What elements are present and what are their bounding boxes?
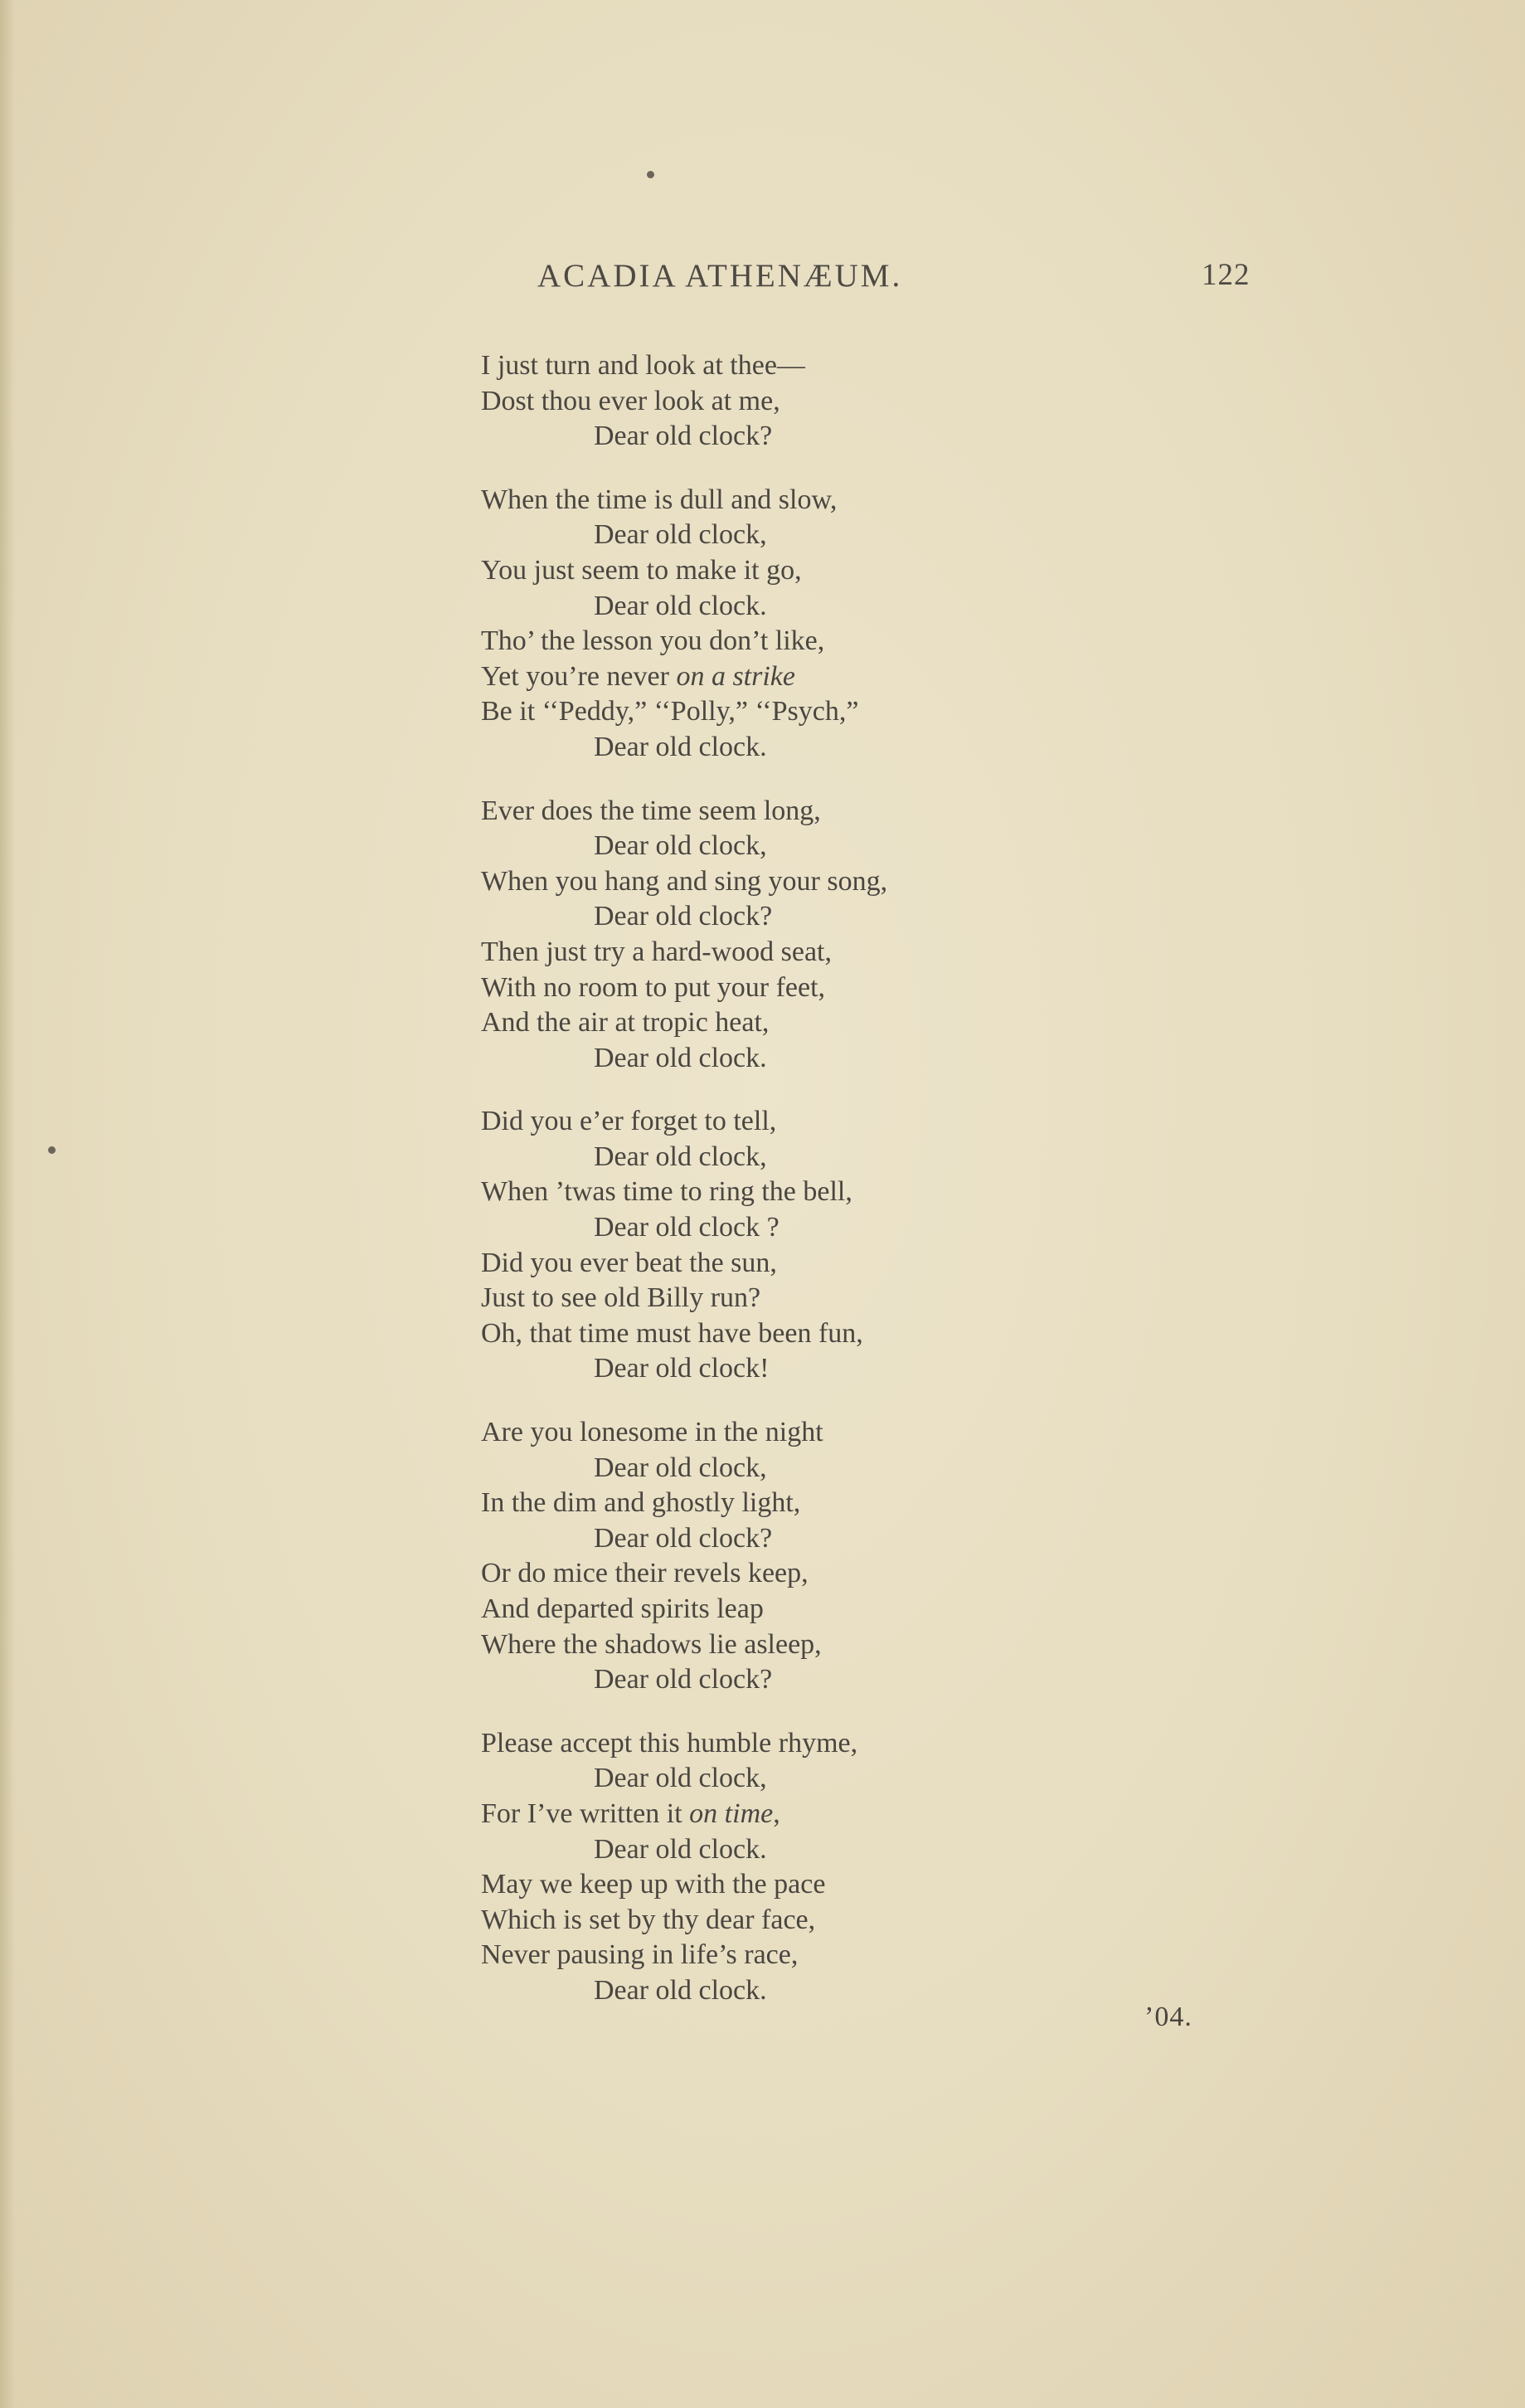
line-text: I just turn and look at thee— bbox=[481, 350, 805, 381]
stanza bbox=[481, 1415, 1061, 1698]
running-head-title: ACADIA ATHENÆUM. bbox=[537, 258, 903, 294]
line-text: When the time is dull and slow, bbox=[481, 484, 838, 515]
poem-line bbox=[481, 1556, 1061, 1592]
line-text: Dear old clock. bbox=[594, 590, 767, 621]
line-text: For I’ve written it bbox=[481, 1797, 690, 1829]
poem-line bbox=[481, 694, 1061, 730]
poem-line bbox=[481, 935, 1061, 970]
line-text: Dear old clock. bbox=[594, 1974, 767, 2006]
ink-speck bbox=[48, 1146, 56, 1154]
poem-line bbox=[481, 1903, 1061, 1939]
line-text: Dear old clock, bbox=[594, 830, 767, 862]
line-text: Which is set by thy dear face, bbox=[481, 1904, 816, 1935]
refrain-line bbox=[481, 1210, 1061, 1246]
italic-phrase: on time bbox=[689, 1797, 774, 1829]
poem-line bbox=[481, 1938, 1061, 1973]
line-text: Dear old clock. bbox=[594, 1042, 767, 1073]
poem-line bbox=[481, 1415, 1061, 1451]
poem-line bbox=[481, 624, 1061, 659]
poem-line bbox=[481, 553, 1061, 589]
poem-line bbox=[481, 864, 1061, 900]
line-text: Dear old clock? bbox=[594, 421, 773, 452]
poem-line bbox=[481, 348, 1061, 384]
line-text: Dear old clock? bbox=[594, 1522, 773, 1554]
page-header bbox=[0, 257, 1525, 299]
refrain-line bbox=[481, 589, 1061, 625]
poem-line bbox=[481, 659, 1061, 695]
refrain-line bbox=[481, 1761, 1061, 1797]
line-text: Then just try a hard-wood seat, bbox=[481, 936, 832, 967]
poem-line bbox=[481, 1867, 1061, 1903]
refrain-line bbox=[481, 419, 1061, 455]
poem-line bbox=[481, 970, 1061, 1006]
line-text: With no room to put your feet, bbox=[481, 971, 826, 1003]
refrain-line bbox=[481, 899, 1061, 935]
poem-line bbox=[481, 1627, 1061, 1663]
poem-line bbox=[481, 794, 1061, 829]
line-text: Did you e’er forget to tell, bbox=[481, 1106, 777, 1137]
line-text: Dear old clock? bbox=[594, 1664, 773, 1695]
line-text: Just to see old Billy run? bbox=[481, 1282, 761, 1314]
refrain-line bbox=[481, 829, 1061, 864]
poem-line bbox=[481, 384, 1061, 420]
poem-line bbox=[481, 1175, 1061, 1210]
stanza bbox=[481, 794, 1061, 1077]
line-text: When ’twas time to ring the bell, bbox=[481, 1176, 852, 1208]
line-text: Dear old clock? bbox=[594, 901, 773, 932]
line-text: Never pausing in life’s race, bbox=[481, 1939, 799, 1971]
line-text: Dear old clock. bbox=[594, 1833, 767, 1865]
refrain-line bbox=[481, 730, 1061, 766]
line-text: Dear old clock, bbox=[594, 1763, 767, 1794]
poem-line bbox=[481, 1005, 1061, 1041]
line-text: Dear old clock. bbox=[594, 731, 767, 762]
refrain-line bbox=[481, 1832, 1061, 1868]
refrain-line bbox=[481, 1140, 1061, 1175]
refrain-line bbox=[481, 1351, 1061, 1387]
line-text: Ever does the time seem long, bbox=[481, 795, 821, 826]
line-text: Tho’ the lesson you don’t like, bbox=[481, 625, 825, 657]
stanza bbox=[481, 1726, 1061, 2009]
refrain-line bbox=[481, 1973, 1061, 2009]
line-text: Or do mice their revels keep, bbox=[481, 1558, 809, 1589]
line-text: Dost thou ever look at me, bbox=[481, 385, 780, 416]
refrain-line bbox=[481, 1451, 1061, 1486]
stanza bbox=[481, 483, 1061, 766]
refrain-line bbox=[481, 518, 1061, 553]
page-binding-shadow bbox=[0, 0, 15, 2408]
line-text: May we keep up with the pace bbox=[481, 1869, 826, 1900]
line-text: Dear old clock ? bbox=[594, 1212, 779, 1243]
line-text: In the dim and ghostly light, bbox=[481, 1487, 801, 1519]
line-text: Did you ever beat the sun, bbox=[481, 1247, 777, 1278]
line-text: Dear old clock! bbox=[594, 1353, 770, 1384]
stanza bbox=[481, 1104, 1061, 1387]
line-text: And departed spirits leap bbox=[481, 1593, 764, 1624]
refrain-line bbox=[481, 1041, 1061, 1077]
line-text: Where the shadows lie asleep, bbox=[481, 1628, 822, 1660]
line-text: Dear old clock, bbox=[594, 519, 767, 551]
refrain-line bbox=[481, 1662, 1061, 1698]
line-text: Yet you’re never bbox=[481, 660, 677, 692]
poem-line bbox=[481, 483, 1061, 518]
poem-line bbox=[481, 1592, 1061, 1627]
poem-line bbox=[481, 1246, 1061, 1282]
poem-line bbox=[481, 1726, 1061, 1762]
page-number: 122 bbox=[1202, 258, 1251, 292]
refrain-line bbox=[481, 1521, 1061, 1557]
poem-body bbox=[481, 348, 1061, 2037]
poem-line bbox=[481, 1486, 1061, 1521]
line-text: Dear old clock, bbox=[594, 1141, 767, 1172]
line-text: And the air at tropic heat, bbox=[481, 1007, 770, 1039]
poem-line bbox=[481, 1797, 1061, 1832]
line-text: You just seem to make it go, bbox=[481, 554, 802, 586]
italic-phrase: on a strike bbox=[676, 660, 795, 692]
poem-line bbox=[481, 1281, 1061, 1316]
line-punctuation: , bbox=[773, 1797, 780, 1829]
ink-speck bbox=[647, 171, 654, 178]
line-text: Are you lonesome in the night bbox=[481, 1417, 823, 1448]
poem-line bbox=[481, 1316, 1061, 1352]
line-text: When you hang and sing your song, bbox=[481, 865, 888, 897]
line-text: Dear old clock, bbox=[594, 1452, 767, 1483]
line-text: Please accept this humble rhyme, bbox=[481, 1727, 858, 1759]
author-signature: ’04. bbox=[1144, 2002, 1192, 2032]
line-text: Oh, that time must have been fun, bbox=[481, 1317, 863, 1349]
stanza bbox=[481, 348, 1061, 455]
poem-line bbox=[481, 1104, 1061, 1140]
line-text: Be it ‘‘Peddy,” ‘‘Polly,” ‘‘Psych,” bbox=[481, 696, 859, 727]
